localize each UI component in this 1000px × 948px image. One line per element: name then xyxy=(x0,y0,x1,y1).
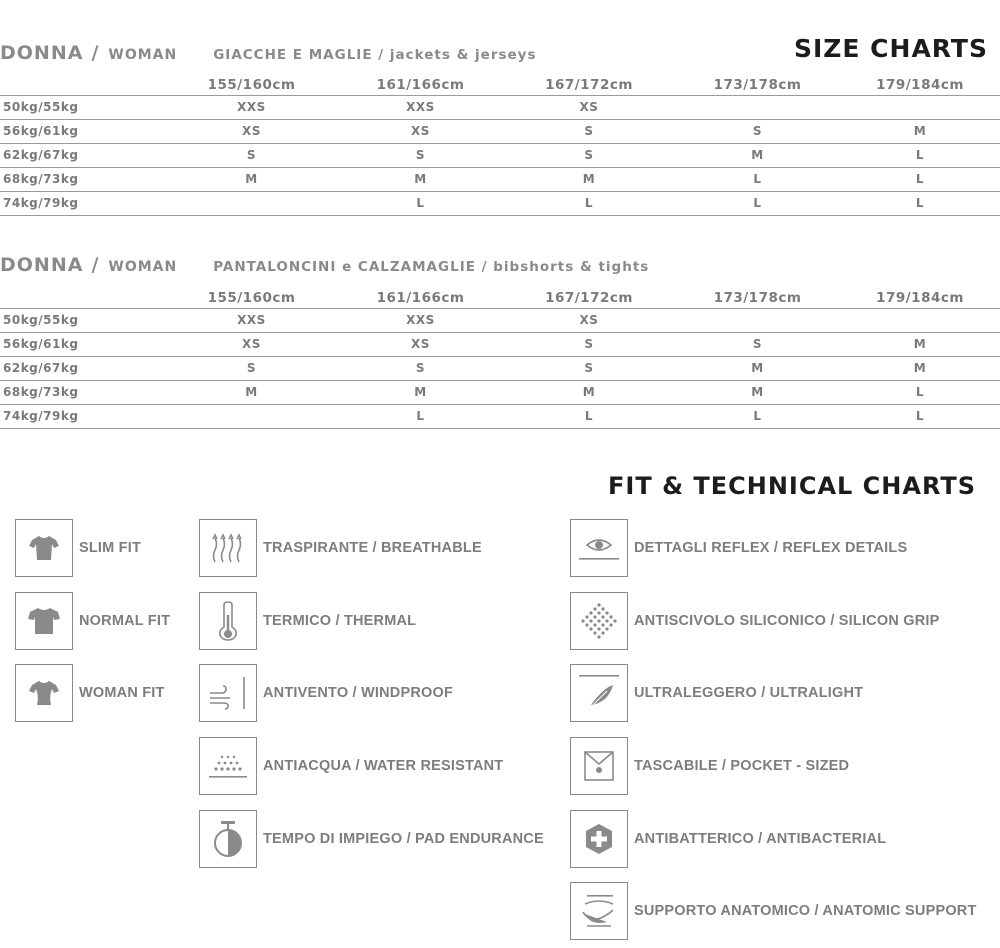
size-cell: L xyxy=(840,191,1000,215)
corner-cell xyxy=(0,288,165,308)
tech-item-antibacterial xyxy=(570,810,886,868)
size-cell: S xyxy=(503,119,675,143)
tech-label: ANTIVENTO / WINDPROOF xyxy=(263,685,454,701)
size-cell: M xyxy=(840,332,1000,356)
feather-icon xyxy=(570,664,628,722)
water-drops-icon xyxy=(199,737,257,795)
fit-technical-title: FIT & TECHNICAL CHARTS xyxy=(608,472,976,500)
section2-donna: DONNA xyxy=(0,254,84,276)
section2-heading xyxy=(0,254,649,276)
size-cell: S xyxy=(503,356,675,380)
table-row xyxy=(0,191,1000,215)
size-cell: M xyxy=(503,167,675,191)
fit-label: WOMAN FIT xyxy=(79,685,165,701)
size-table-jackets xyxy=(0,75,1000,216)
fit-item-normal xyxy=(15,592,170,650)
table-header-row xyxy=(0,288,1000,308)
section1-woman: WOMAN xyxy=(108,47,178,63)
row-weight: 50kg/55kg xyxy=(0,308,165,332)
size-cell: M xyxy=(165,380,338,404)
size-cell: M xyxy=(840,119,1000,143)
row-weight: 68kg/73kg xyxy=(0,167,165,191)
size-cell: L xyxy=(338,191,503,215)
column-header: 155/160cm xyxy=(207,289,296,306)
tech-item-reflex xyxy=(570,519,907,577)
tech-item-pad-endurance xyxy=(199,810,544,868)
size-cell: M xyxy=(675,356,840,380)
size-cell: S xyxy=(503,332,675,356)
section1-heading xyxy=(0,42,537,64)
fit-item-slim xyxy=(15,519,141,577)
size-cell: L xyxy=(503,404,675,428)
thermometer-icon xyxy=(199,592,257,650)
size-cell: XXS xyxy=(165,95,338,119)
size-cell: L xyxy=(338,404,503,428)
fit-label: SLIM FIT xyxy=(79,540,142,556)
size-cell: S xyxy=(675,119,840,143)
fit-item-woman xyxy=(15,664,165,722)
row-weight: 74kg/79kg xyxy=(0,191,165,215)
size-cell: XS xyxy=(503,308,675,332)
column-header: 155/160cm xyxy=(207,76,296,93)
size-cell: M xyxy=(675,380,840,404)
table-row xyxy=(0,356,1000,380)
size-cell: S xyxy=(165,143,338,167)
size-cell: M xyxy=(338,380,503,404)
size-cell xyxy=(840,308,1000,332)
table-row xyxy=(0,119,1000,143)
size-cell: XS xyxy=(503,95,675,119)
table-header-row xyxy=(0,75,1000,95)
tech-item-breathable xyxy=(199,519,482,577)
size-cell: M xyxy=(840,356,1000,380)
size-cell xyxy=(165,404,338,428)
pocket-icon xyxy=(570,737,628,795)
section1-donna: DONNA xyxy=(0,42,84,64)
table-row xyxy=(0,167,1000,191)
tech-label: ANTIACQUA / WATER RESISTANT xyxy=(263,758,504,774)
tech-label: TEMPO DI IMPIEGO / PAD ENDURANCE xyxy=(263,831,544,847)
size-cell: M xyxy=(503,380,675,404)
size-cell: XXS xyxy=(338,95,503,119)
table-row xyxy=(0,332,1000,356)
tech-item-thermal xyxy=(199,592,416,650)
size-cell: L xyxy=(840,167,1000,191)
size-cell: XS xyxy=(338,119,503,143)
size-cell: L xyxy=(840,143,1000,167)
column-header: 179/184cm xyxy=(876,289,964,306)
tech-label: TRASPIRANTE / BREATHABLE xyxy=(263,540,482,556)
stopwatch-icon xyxy=(199,810,257,868)
tech-item-ultralight xyxy=(570,664,863,722)
tech-label: DETTAGLI REFLEX / REFLEX DETAILS xyxy=(634,540,908,556)
column-header: 173/178cm xyxy=(713,289,802,306)
table-row xyxy=(0,95,1000,119)
tech-label: ANTISCIVOLO SILICONICO / SILICON GRIP xyxy=(634,613,940,629)
size-cell: S xyxy=(338,356,503,380)
row-weight: 56kg/61kg xyxy=(0,119,165,143)
size-cell: L xyxy=(675,167,840,191)
row-weight: 62kg/67kg xyxy=(0,143,165,167)
column-header: 167/172cm xyxy=(545,289,633,306)
wind-icon xyxy=(199,664,257,722)
section1-slash: / xyxy=(91,42,99,64)
size-cell: S xyxy=(503,143,675,167)
size-cell: XXS xyxy=(338,308,503,332)
tech-label: ULTRALEGGERO / ULTRALIGHT xyxy=(634,685,864,701)
row-weight: 62kg/67kg xyxy=(0,356,165,380)
size-cell: L xyxy=(675,404,840,428)
tech-label: ANTIBATTERICO / ANTIBACTERIAL xyxy=(634,831,887,847)
table-row xyxy=(0,404,1000,428)
page-title: SIZE CHARTS xyxy=(793,34,988,63)
row-weight: 50kg/55kg xyxy=(0,95,165,119)
row-weight: 56kg/61kg xyxy=(0,332,165,356)
size-cell: L xyxy=(503,191,675,215)
normal-fit-shirt-icon xyxy=(15,592,73,650)
size-cell: M xyxy=(338,167,503,191)
tech-label: SUPPORTO ANATOMICO / ANATOMIC SUPPORT xyxy=(634,903,977,919)
column-header: 179/184cm xyxy=(876,76,964,93)
size-cell: XS xyxy=(165,332,338,356)
size-cell xyxy=(675,308,840,332)
tech-label: TASCABILE / POCKET - SIZED xyxy=(634,758,850,774)
size-cell: M xyxy=(675,143,840,167)
table-row xyxy=(0,143,1000,167)
size-cell: L xyxy=(840,380,1000,404)
fit-label: NORMAL FIT xyxy=(79,613,171,629)
size-cell: XS xyxy=(338,332,503,356)
tech-item-windproof xyxy=(199,664,453,722)
row-weight: 68kg/73kg xyxy=(0,380,165,404)
table-row xyxy=(0,308,1000,332)
section2-woman: WOMAN xyxy=(108,259,178,275)
tech-item-water-resistant xyxy=(199,737,503,795)
section2-category: PANTALONCINI e CALZAMAGLIE / bibshorts & tights xyxy=(213,259,650,275)
corner-cell xyxy=(0,75,165,95)
table-row xyxy=(0,380,1000,404)
row-weight: 74kg/79kg xyxy=(0,404,165,428)
size-cell: S xyxy=(675,332,840,356)
section2-slash: / xyxy=(91,254,99,276)
size-cell: S xyxy=(165,356,338,380)
breathable-icon xyxy=(199,519,257,577)
column-header: 173/178cm xyxy=(713,76,802,93)
size-cell: L xyxy=(675,191,840,215)
tech-item-anatomic-support xyxy=(570,882,977,940)
section1-category: GIACCHE E MAGLIE / jackets & jerseys xyxy=(213,47,537,63)
size-cell: M xyxy=(165,167,338,191)
size-table-bibshorts xyxy=(0,288,1000,429)
tech-item-pocket-sized xyxy=(570,737,849,795)
tech-label: TERMICO / THERMAL xyxy=(263,613,417,629)
tech-item-silicon-grip xyxy=(570,592,939,650)
dot-grid-icon xyxy=(570,592,628,650)
column-header: 167/172cm xyxy=(545,76,633,93)
shield-cross-icon xyxy=(570,810,628,868)
size-cell xyxy=(675,95,840,119)
eye-icon xyxy=(570,519,628,577)
size-cell: S xyxy=(338,143,503,167)
size-cell: L xyxy=(840,404,1000,428)
anatomic-support-icon xyxy=(570,882,628,940)
woman-fit-shirt-icon xyxy=(15,664,73,722)
column-header: 161/166cm xyxy=(376,76,465,93)
size-cell xyxy=(165,191,338,215)
slim-fit-shirt-icon xyxy=(15,519,73,577)
column-header: 161/166cm xyxy=(376,289,465,306)
size-cell: XS xyxy=(165,119,338,143)
size-cell xyxy=(840,95,1000,119)
size-cell: XXS xyxy=(165,308,338,332)
